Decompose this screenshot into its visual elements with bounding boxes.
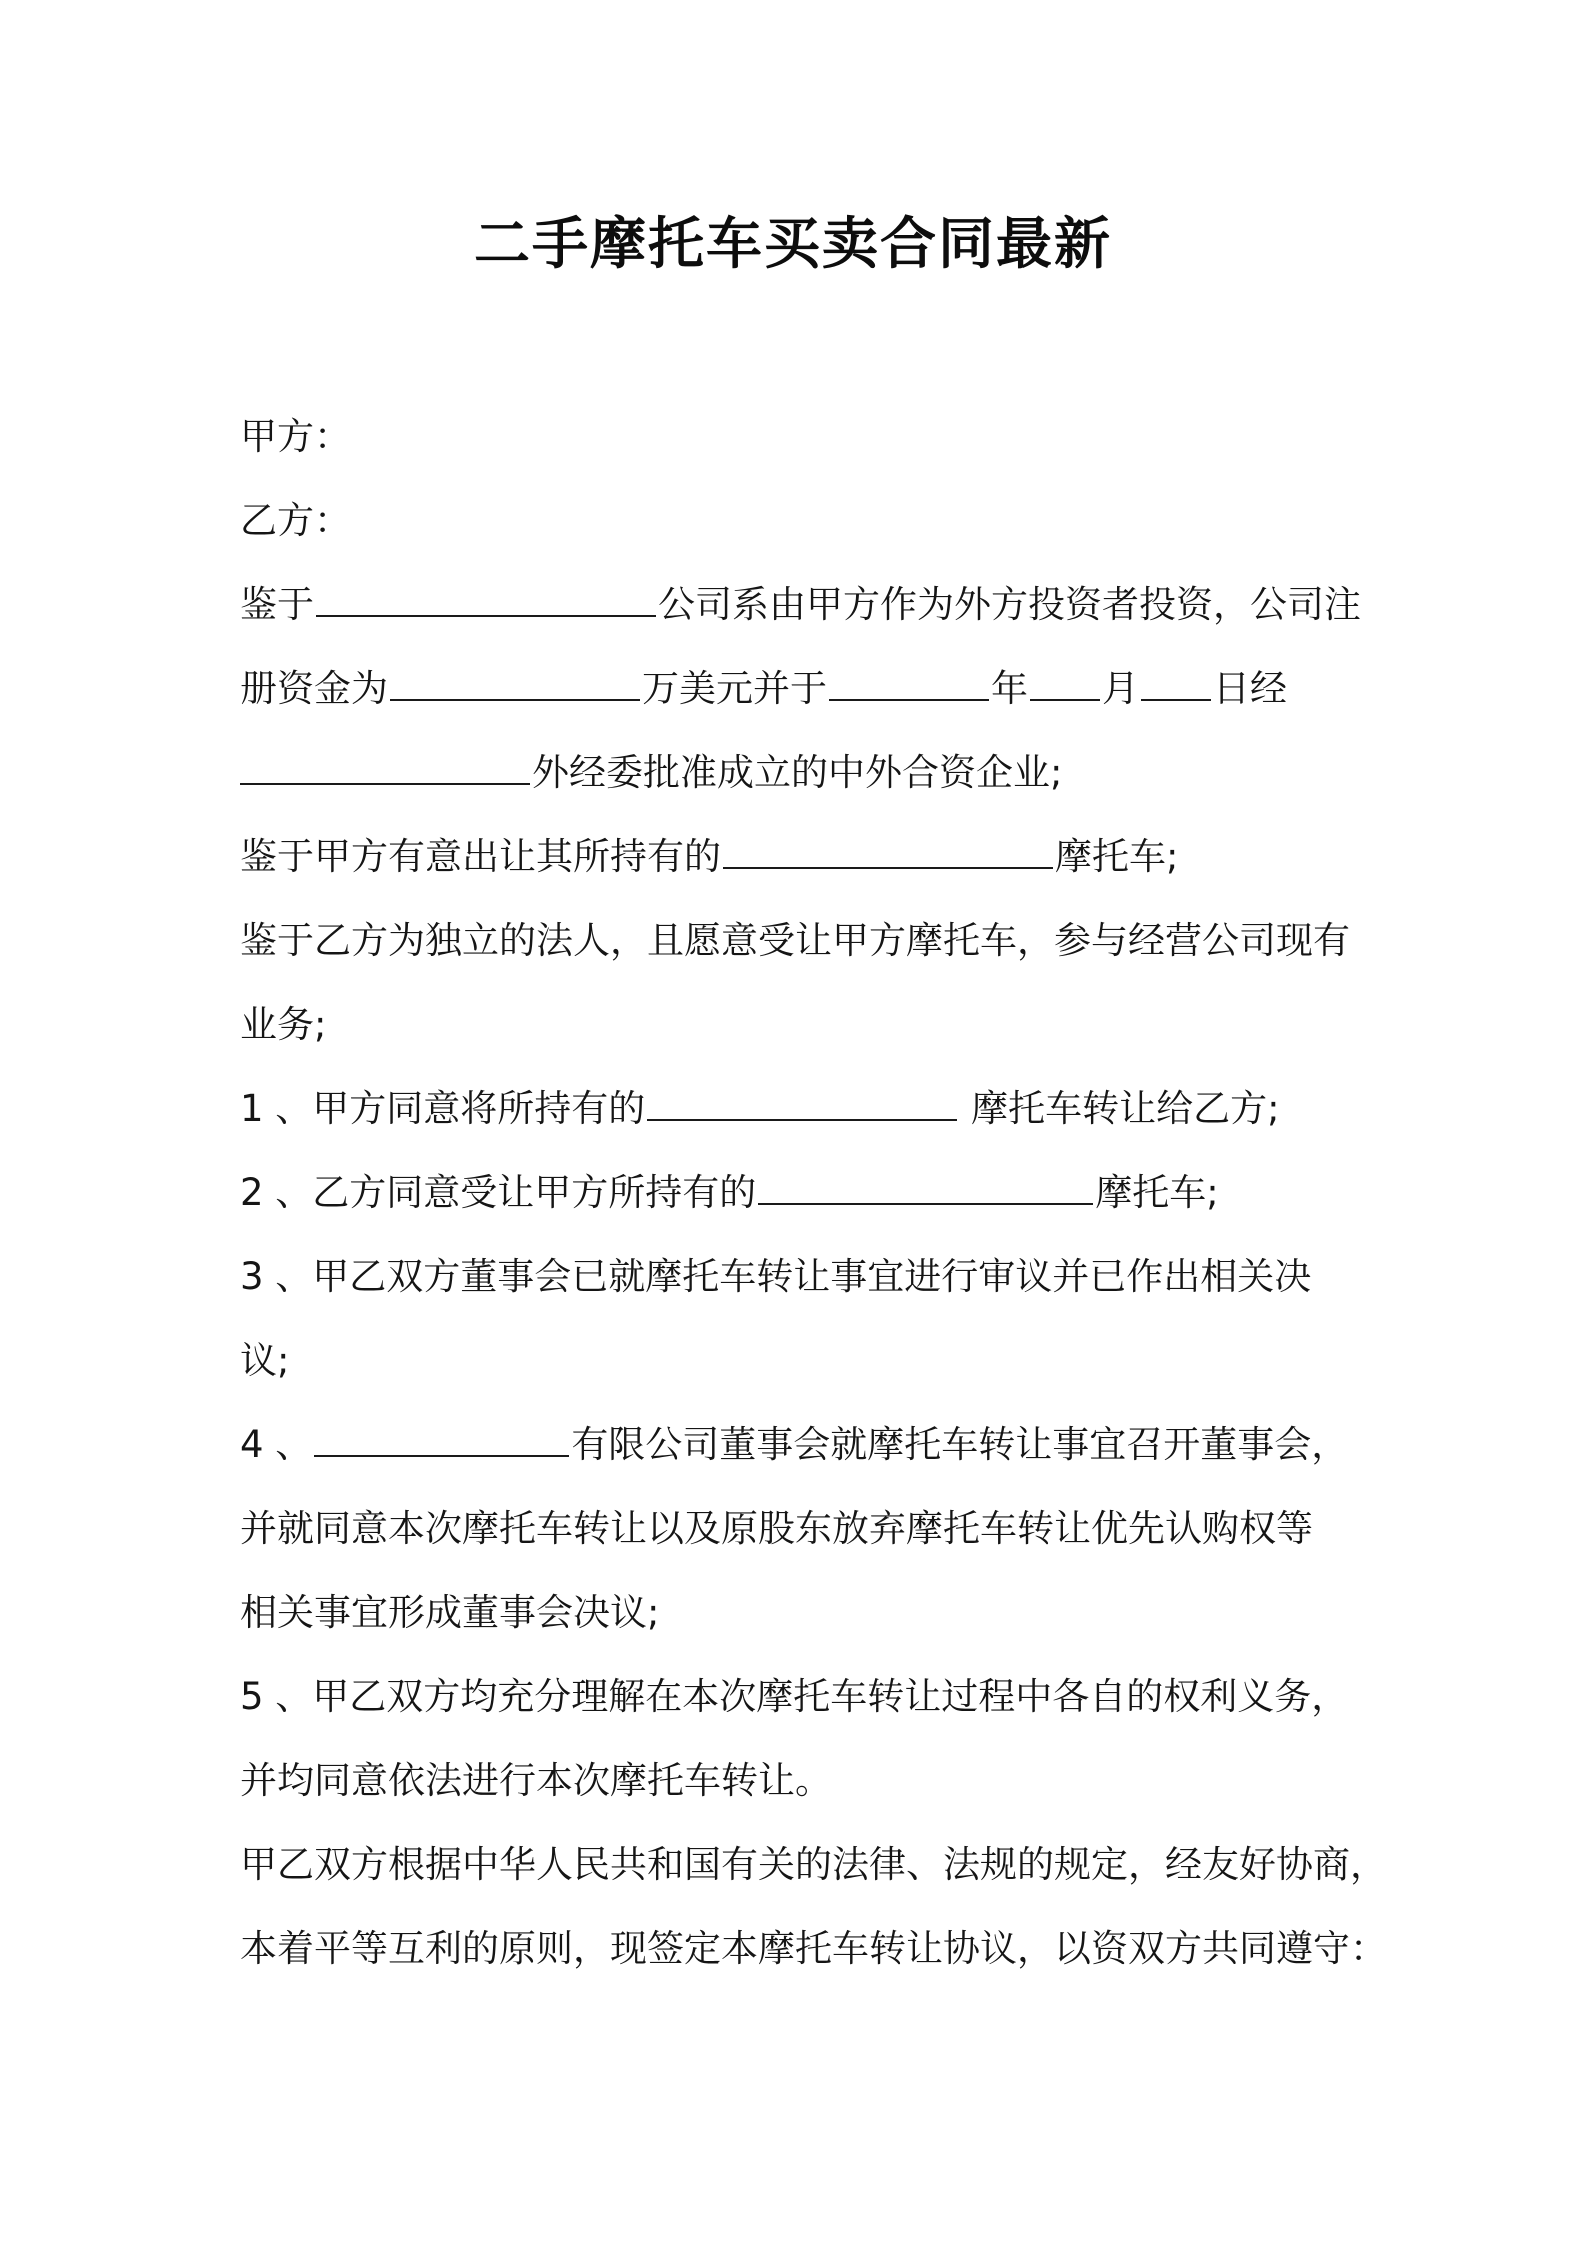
fill-blank-clause-4 [314, 1423, 569, 1457]
text: 年 [991, 667, 1028, 710]
fill-blank-motorcycle [723, 835, 1053, 869]
whereas-party-b-line-2: 业务; [240, 1003, 327, 1046]
text: 摩托车; [1055, 835, 1179, 878]
clause-1 [240, 1084, 1280, 1134]
text: 鉴于 [240, 583, 314, 626]
text: 4 、 [240, 1423, 313, 1466]
whereas-transfer-line [240, 832, 1178, 882]
text: 册资金为 [240, 667, 388, 710]
text: 1 、甲方同意将所持有的 [240, 1087, 646, 1130]
text: 2 、乙方同意受让甲方所持有的 [240, 1171, 757, 1214]
fill-blank-year [829, 667, 989, 701]
clause-5-cont: 并均同意依法进行本次摩托车转让。 [240, 1759, 832, 1802]
fill-blank-company [316, 583, 656, 617]
clause-3-cont: 议; [240, 1339, 290, 1382]
document-title: 二手摩托车买卖合同最新 [474, 212, 1112, 277]
text: 摩托车; [1095, 1171, 1219, 1214]
approval-line [240, 748, 1062, 798]
clause-2 [240, 1168, 1219, 1218]
fill-blank-clause-2 [758, 1171, 1093, 1205]
fill-blank-approver [240, 751, 530, 785]
party-a-line: 甲方： [240, 415, 351, 458]
fill-blank-month [1030, 667, 1100, 701]
text: 公司系由甲方作为外方投资者投资，公司注 [658, 583, 1361, 626]
fill-blank-day [1141, 667, 1211, 701]
clause-4 [240, 1420, 1348, 1470]
closing-paragraph-cont: 本着平等互利的原则，现签定本摩托车转让协议，以资双方共同遵守： [240, 1927, 1387, 1970]
text: 摩托车转让给乙方; [959, 1087, 1280, 1130]
text: 万美元并于 [642, 667, 827, 710]
text: 鉴于甲方有意出让其所持有的 [240, 835, 721, 878]
text: 有限公司董事会就摩托车转让事宜召开董事会， [571, 1423, 1349, 1466]
clause-3: 3 、甲乙双方董事会已就摩托车转让事宜进行审议并已作出相关决 [240, 1255, 1312, 1298]
fill-blank-capital [390, 667, 640, 701]
whereas-party-b-line: 鉴于乙方为独立的法人，且愿意受让甲方摩托车，参与经营公司现有 [240, 919, 1350, 962]
fill-blank-clause-1 [647, 1087, 957, 1121]
text: 月 [1102, 667, 1139, 710]
clause-4-cont: 并就同意本次摩托车转让以及原股东放弃摩托车转让优先认购权等 [240, 1507, 1313, 1550]
whereas-company-line [240, 580, 1361, 630]
clause-5: 5 、甲乙双方均充分理解在本次摩托车转让过程中各自的权利义务， [240, 1675, 1349, 1718]
text: 日经 [1213, 667, 1287, 710]
registered-capital-line [240, 664, 1287, 714]
text: 外经委批准成立的中外合资企业; [532, 751, 1063, 794]
closing-paragraph: 甲乙双方根据中华人民共和国有关的法律、法规的规定，经友好协商， [240, 1843, 1387, 1886]
clause-4-cont-2: 相关事宜形成董事会决议; [240, 1591, 660, 1634]
party-b-line: 乙方： [240, 499, 351, 542]
